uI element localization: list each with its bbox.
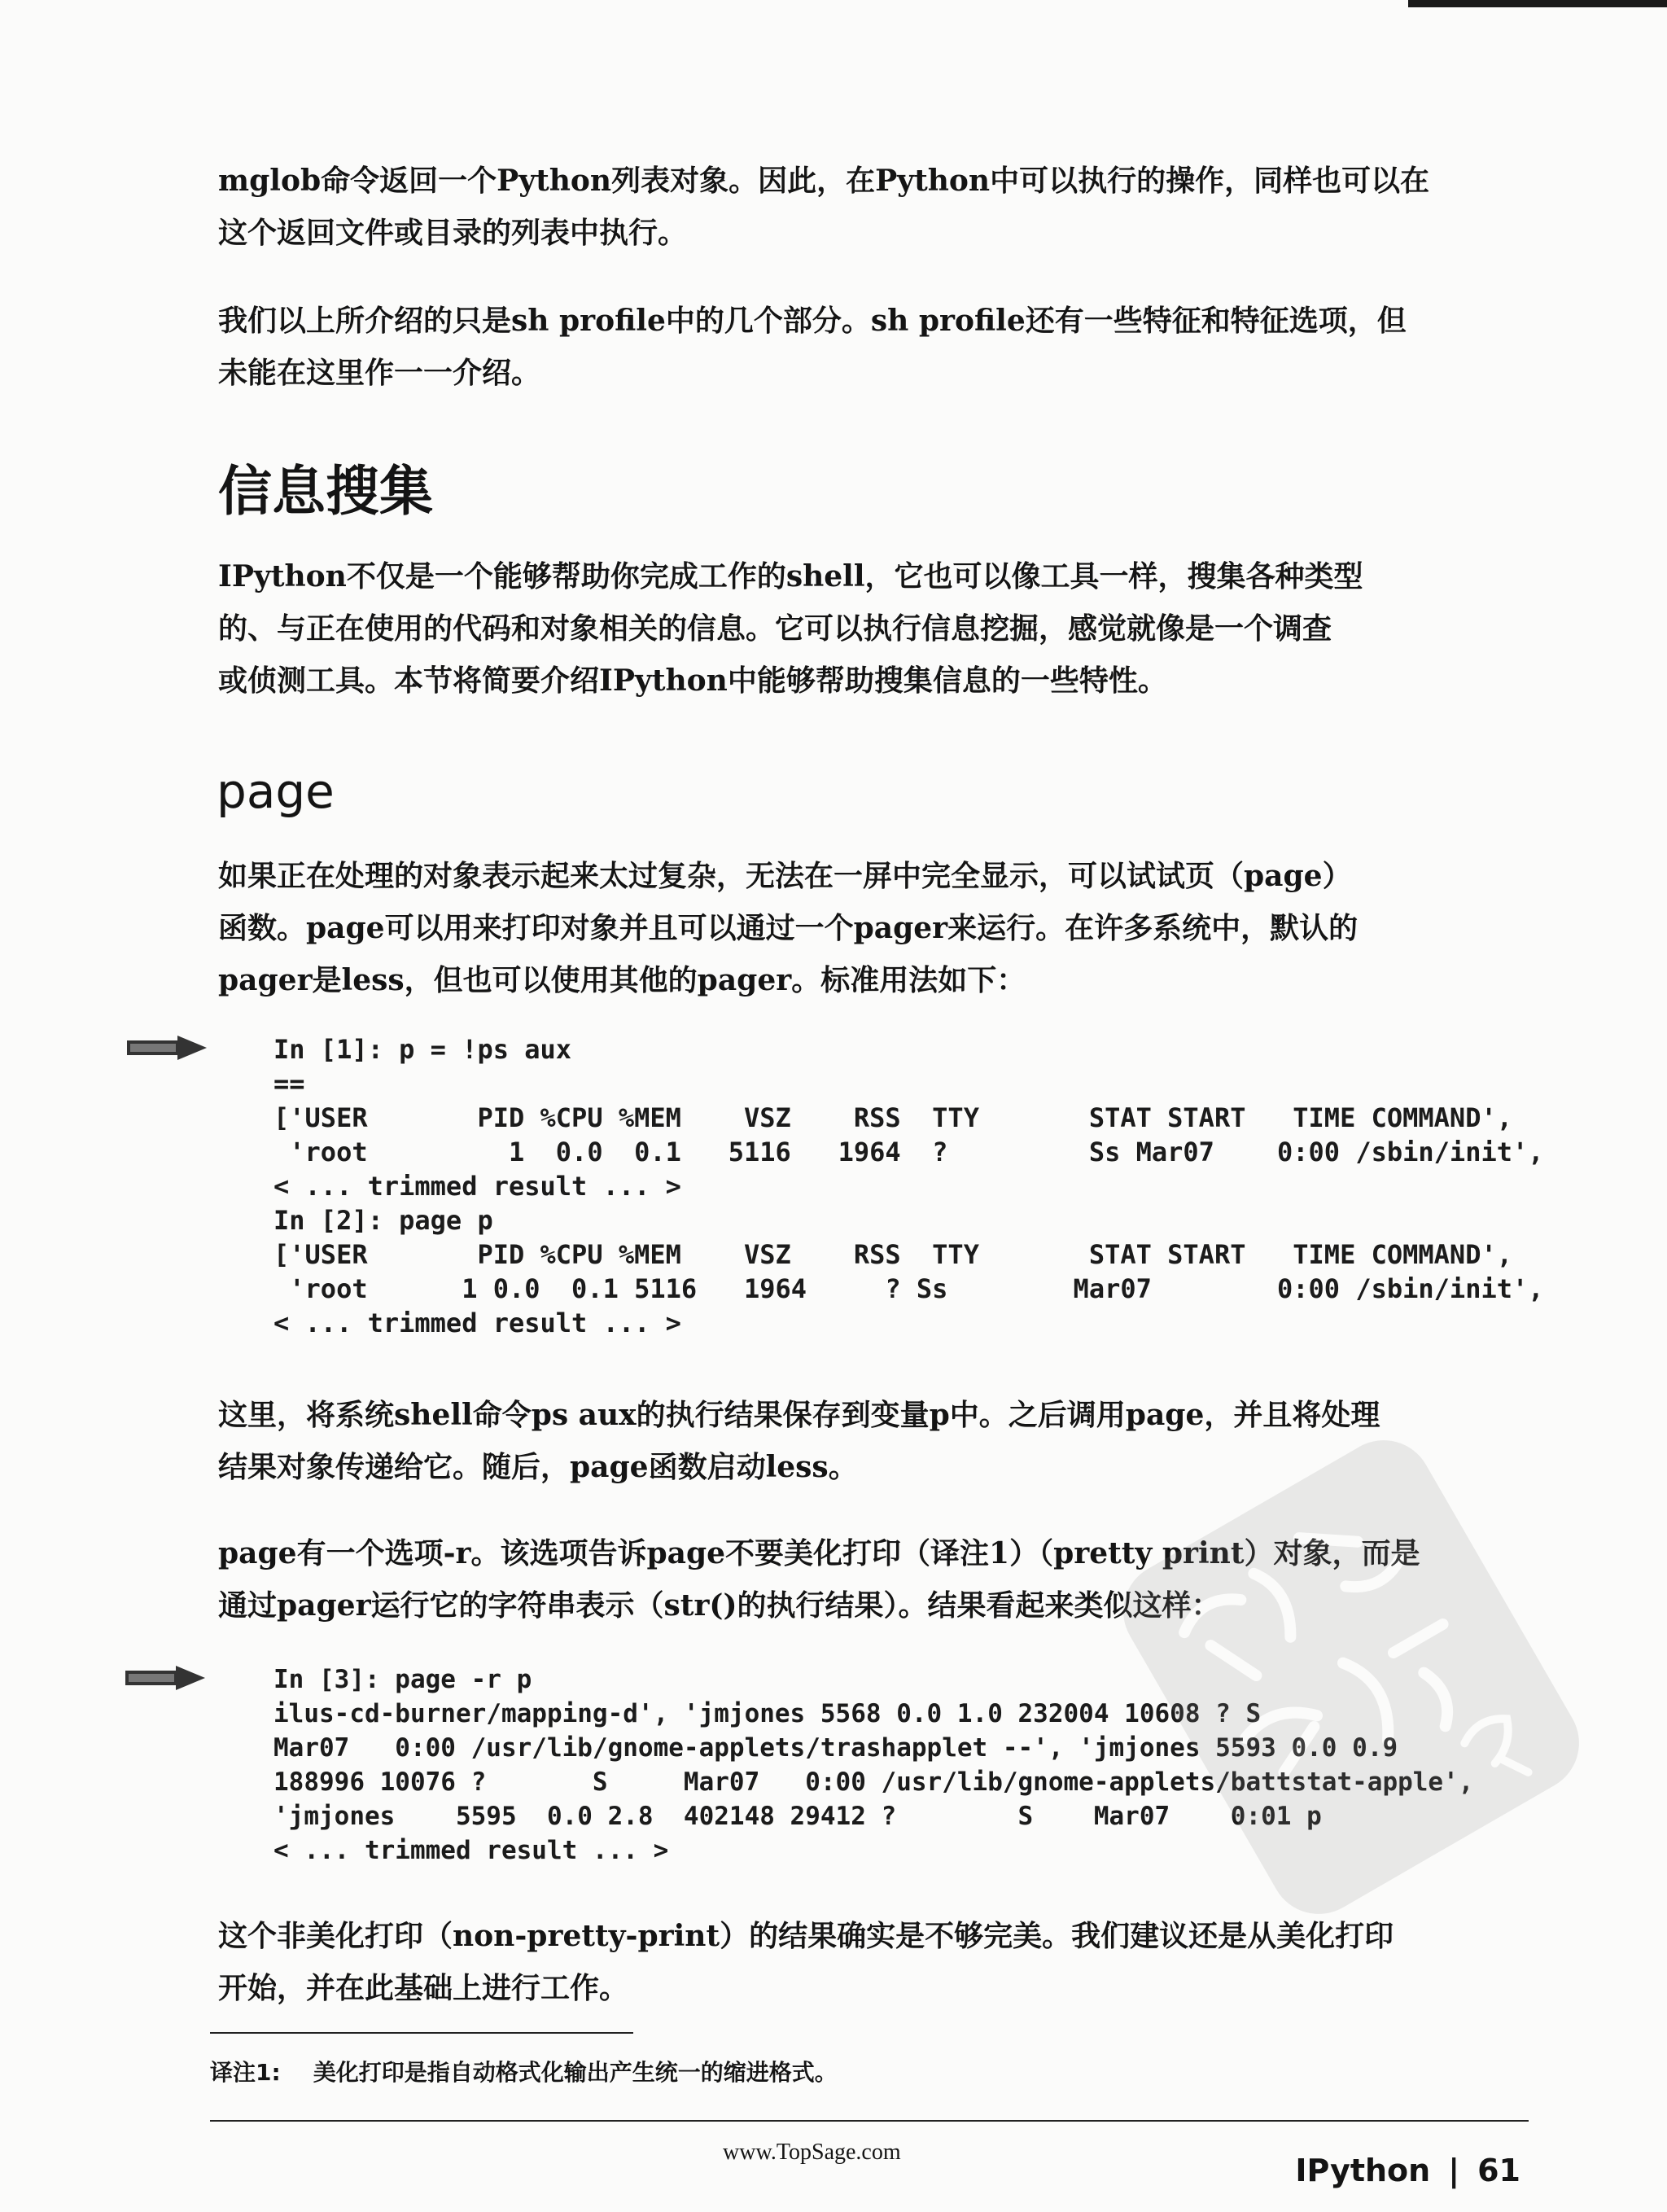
code-line: < ... trimmed result ... >: [273, 1836, 669, 1865]
text-line: 通过pager运行它的字符串表示（str()的执行结果）。结果看起来类似这样：: [218, 1588, 1221, 1623]
code-line: < ... trimmed result ... >: [273, 1171, 681, 1202]
code-line: 'root 1 0.0 0.1 5116 1964 ? Ss Mar07 0:00 /sbin/init',: [273, 1137, 1544, 1167]
section-paragraph: [218, 550, 1529, 707]
code-line: ilus-cd-burner/mapping-d', 'jmjones 5568 0.0 1.0 232004 10608 ? S: [273, 1699, 1262, 1728]
page-number: 61: [1477, 2153, 1520, 2188]
intro-paragraph-2: [218, 295, 1529, 399]
intro-paragraph-1: [218, 155, 1529, 259]
footnote-divider: [210, 2032, 633, 2034]
arrow-marker-icon: [125, 1664, 207, 1692]
code-line: ['USER PID %CPU %MEM VSZ RSS TTY STAT START TIME COMMAND',: [273, 1102, 1512, 1133]
code-line: ['USER PID %CPU %MEM VSZ RSS TTY STAT START TIME COMMAND',: [273, 1239, 1512, 1270]
text-line: 这个返回文件或目录的列表中执行。: [218, 216, 688, 250]
text-line: 我们以上所介绍的只是sh profile中的几个部分。sh profile还有一些特征和特征选项，但: [218, 304, 1407, 338]
footnote-label: 译注1:: [210, 2059, 281, 2086]
text-line: 的、与正在使用的代码和对象相关的信息。它可以执行信息挖掘，感觉就像是一个调查: [218, 611, 1332, 646]
text-line: 这个非美化打印（non-pretty-print）的结果确实是不够完美。我们建议还是从美化打印: [218, 1919, 1394, 1953]
text-line: 或侦测工具。本节将简要介绍IPython中能够帮助搜集信息的一些特性。: [218, 664, 1167, 698]
code-line: 'jmjones 5595 0.0 2.8 402148 29412 ? S Mar07 0:01 p: [273, 1802, 1322, 1831]
text-line: 如果正在处理的对象表示起来太过复杂，无法在一屏中完全显示，可以试试页（page）: [218, 859, 1352, 893]
page-paragraph-1: [218, 850, 1529, 1006]
text-line: 未能在这里作一一介绍。: [218, 356, 541, 390]
top-edge-bar: [1408, 0, 1667, 7]
site-url: www.TopSage.com: [723, 2140, 901, 2165]
code-line: < ... trimmed result ... >: [273, 1307, 681, 1338]
code-line: In [3]: page -r p: [273, 1665, 532, 1694]
footnote: [210, 2055, 838, 2087]
text-line: mglob命令返回一个Python列表对象。因此，在Python中可以执行的操作，同样也可以在: [218, 164, 1430, 198]
code-line: 188996 10076 ? S Mar07 0:00 /usr/lib/gnome-applets/battstat-apple',: [273, 1767, 1474, 1797]
code-line: ==: [273, 1068, 305, 1099]
text-line: 函数。page可以用来打印对象并且可以通过一个pager来运行。在许多系统中，默认的: [218, 911, 1359, 945]
running-footer: [1295, 2153, 1520, 2188]
text-line: page有一个选项-r。该选项告诉page不要美化打印（译注1）（pretty print）对象，而是: [218, 1536, 1420, 1570]
text-line: 这里，将系统shell命令ps aux的执行结果保存到变量p中。之后调用page，并且将处理: [218, 1398, 1380, 1432]
pdg-stamp-icon: [1107, 1417, 1595, 1938]
code-line: In [1]: p = !ps aux: [273, 1034, 572, 1065]
footer-divider: [210, 2120, 1529, 2122]
footnote-text: 美化打印是指自动格式化输出产生统一的缩进格式。: [313, 2059, 838, 2086]
text-line: IPython不仅是一个能够帮助你完成工作的shell，它也可以像工具一样，搜集各种类型: [218, 559, 1363, 594]
section-heading: 信息搜集: [218, 460, 433, 523]
book-title: IPython: [1295, 2153, 1431, 2188]
text-line: pager是less，但也可以使用其他的pager。标准用法如下：: [218, 963, 1026, 997]
code-line: Mar07 0:00 /usr/lib/gnome-applets/trashapplet --', 'jmjones 5593 0.0 0.9: [273, 1733, 1398, 1763]
footer-separator: |: [1448, 2153, 1460, 2188]
code-block-1: [273, 1032, 1544, 1340]
subsection-heading: page: [217, 764, 335, 819]
arrow-marker-icon: [127, 1034, 208, 1062]
text-line: 开始，并在此基础上进行工作。: [218, 1971, 629, 2005]
code-line: In [2]: page p: [273, 1205, 493, 1236]
code-line: 'root 1 0.0 0.1 5116 1964 ? Ss Mar07 0:00 /sbin/init',: [273, 1273, 1544, 1304]
text-line: 结果对象传递给它。随后，page函数启动less。: [218, 1450, 858, 1484]
